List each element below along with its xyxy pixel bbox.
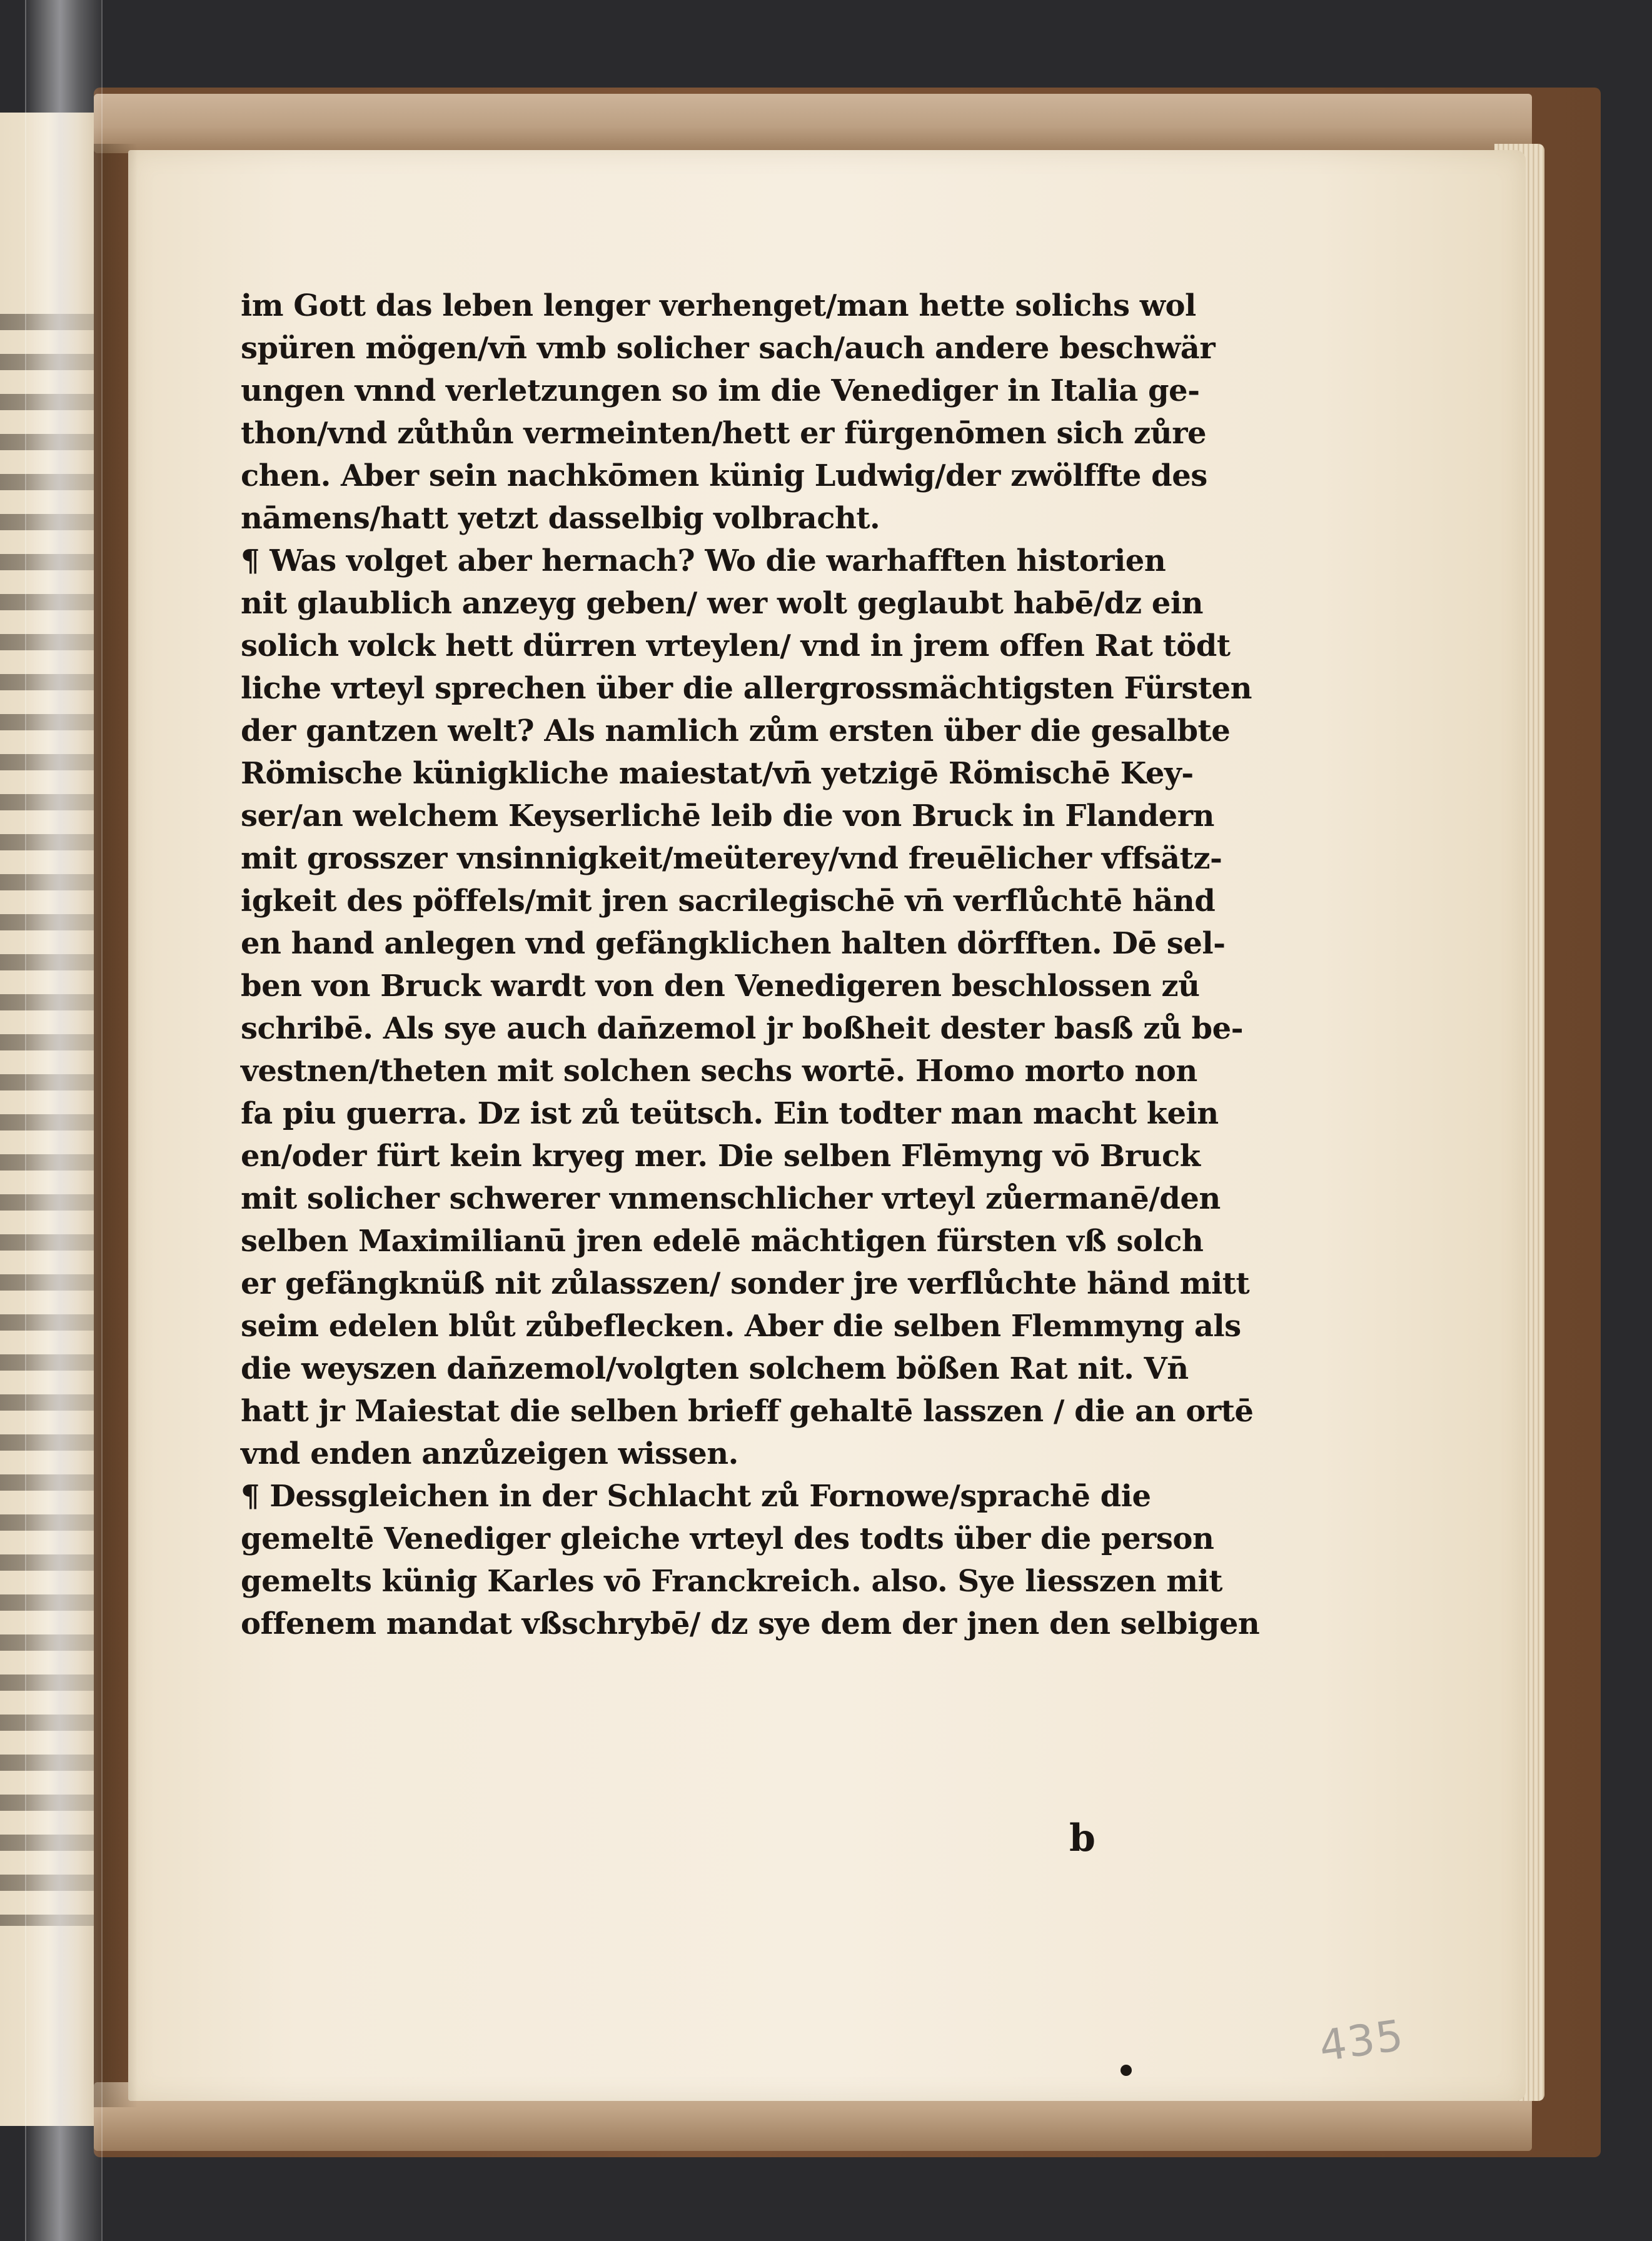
text-line: die weyszen dan̄zemol/volgten solchem bößen Rat nit. Vn̄ xyxy=(241,1351,1189,1386)
text-line: selben Maximilianū jren edelē mächtigen fürsten vß solch xyxy=(241,1224,1204,1259)
page-text xyxy=(241,285,1260,1645)
text-line: der gantzen welt? Als namlich zům ersten über die gesalbte xyxy=(241,713,1231,748)
signature-mark: b xyxy=(1069,1816,1095,1860)
text-line: Römische künigkliche maiestat/vn̄ yetzigē Römischē Key- xyxy=(241,756,1194,791)
text-line: en/oder fürt kein kryeg mer. Die selben Flēmyng vō Bruck xyxy=(241,1139,1201,1174)
text-line: mit solicher schwerer vnmenschlicher vrteyl zůermanē/den xyxy=(241,1181,1221,1216)
text-line: spüren mögen/vn̄ vmb solicher sach/auch andere beschwär xyxy=(241,331,1216,366)
text-line: gemeltē Venediger gleiche vrteyl des todts über die person xyxy=(241,1521,1214,1556)
text-line: ¶ Dessgleichen in der Schlacht zů Fornowe/sprachē die xyxy=(241,1479,1151,1514)
text-line: thon/vnd zůthůn vermeinten/hett er fürgenōmen sich zůre xyxy=(241,416,1207,451)
text-line: vestnen/theten mit solchen sechs wortē. Homo morto non xyxy=(241,1054,1197,1089)
text-line: solich volck hett dürren vrteylen/ vnd in jrem offen Rat tödt xyxy=(241,628,1231,663)
text-line: ungen vnnd verletzungen so im die Venediger in Italia ge- xyxy=(241,373,1200,408)
text-line: igkeit des pöffels/mit jren sacrilegischē vn̄ verflůchtē händ xyxy=(241,884,1216,919)
text-line: seim edelen blůt zůbeflecken. Aber die selben Flemmyng als xyxy=(241,1309,1241,1344)
text-line: nit glaublich anzeyg geben/ wer wolt geglaubt habē/dz ein xyxy=(241,586,1203,621)
text-line: schribē. Als sye auch dan̄zemol jr boßheit dester basß zů be- xyxy=(241,1011,1244,1046)
top-board-edge xyxy=(94,94,1532,153)
book-clamp xyxy=(25,0,103,2241)
text-line: er gefängknüß nit zůlasszen/ sonder jre verflůchte händ mitt xyxy=(241,1266,1250,1301)
text-line: hatt jr Maiestat die selben brieff gehaltē lasszen / die an ortē xyxy=(241,1394,1254,1429)
text-line: ben von Bruck wardt von den Venedigeren beschlossen zů xyxy=(241,969,1200,1004)
text-line: mit grosszer vnsinnigkeit/meüterey/vnd freuēlicher vffsätz- xyxy=(241,841,1222,876)
ink-dot xyxy=(1121,2065,1132,2076)
text-line: liche vrteyl sprechen über die allergrossmächtigsten Fürsten xyxy=(241,671,1252,706)
text-line: gemelts künig Karles vō Franckreich. also. Sye liesszen mit xyxy=(241,1564,1222,1599)
text-line: chen. Aber sein nachkōmen künig Ludwig/der zwölffte des xyxy=(241,458,1207,493)
text-line: im Gott das leben lenger verhenget/man hette solichs wol xyxy=(241,288,1196,323)
text-line: fa piu guerra. Dz ist zů teütsch. Ein todter man macht kein xyxy=(241,1096,1219,1131)
text-line: ser/an welchem Keyserlichē leib die von Bruck in Flandern xyxy=(241,798,1214,833)
pencil-folio-number: 435 xyxy=(1316,2010,1408,2072)
text-line: en hand anlegen vnd gefängklichen halten dörfften. Dē sel- xyxy=(241,926,1226,961)
text-line: vnd enden anzůzeigen wissen. xyxy=(241,1436,738,1471)
text-line: offenem mandat vßschrybē/ dz sye dem der jnen den selbigen xyxy=(241,1606,1260,1641)
text-line: ¶ Was volget aber hernach? Wo die warhafften historien xyxy=(241,543,1166,578)
text-line: nāmens/hatt yetzt dasselbig volbracht. xyxy=(241,501,880,536)
